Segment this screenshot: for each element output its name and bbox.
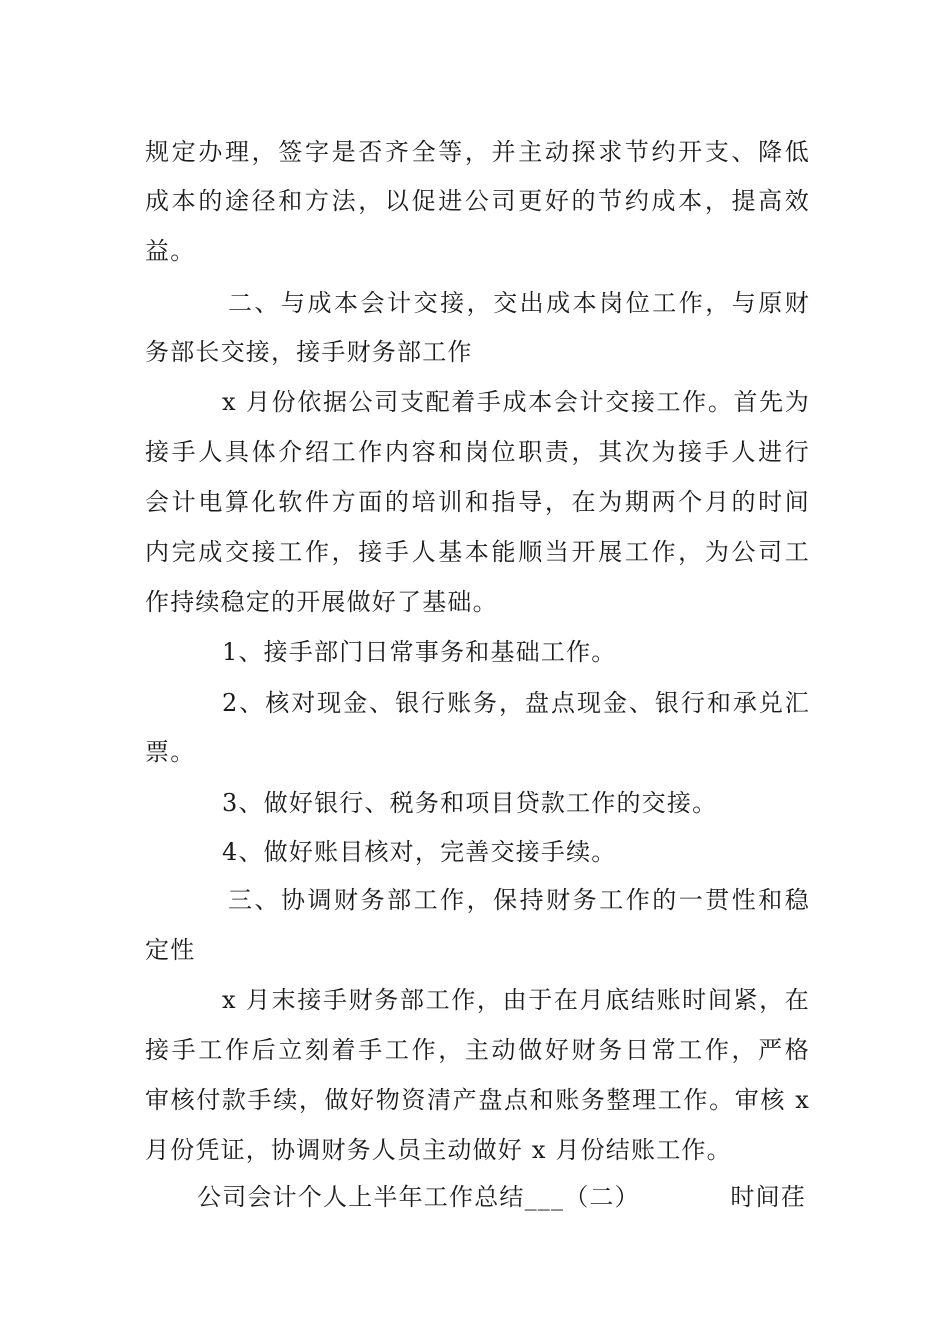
list-item: 4、做好账目核对，完善交接手续。	[222, 838, 617, 866]
paragraph-line: 成本的途径和方法，以促进公司更好的节约成本，提高效	[145, 187, 810, 215]
paragraph-line: 接手工作后立刻着手工作，主动做好财务日常工作，严格	[145, 1036, 810, 1064]
next-section-title: 公司会计个人上半年工作总结___（二）	[197, 1183, 640, 1211]
section-heading-line: 定性	[145, 936, 196, 964]
paragraph-line: 规定办理，签字是否齐全等，并主动探求节约开支、降低	[145, 138, 810, 166]
paragraph-line: x 月末接手财务部工作，由于在月底结账时间紧，在	[222, 986, 810, 1014]
section-heading-line: 二、与成本会计交接，交出成本岗位工作，与原财	[228, 289, 810, 317]
next-section-text-start: 时间荏	[730, 1183, 806, 1211]
paragraph-line: 会计电算化软件方面的培训和指导，在为期两个月的时间	[145, 488, 810, 516]
paragraph-line: x 月份依据公司支配着手成本会计交接工作。首先为	[222, 388, 810, 416]
list-item: 3、做好银行、税务和项目贷款工作的交接。	[222, 789, 718, 817]
paragraph-line: 作持续稳定的开展做好了基础。	[145, 588, 498, 616]
paragraph-line: 益。	[145, 237, 196, 265]
section-heading-line: 务部长交接，接手财务部工作	[145, 338, 473, 366]
list-item-continuation: 票。	[145, 738, 196, 766]
paragraph-line: 审核付款手续，做好物资清产盘点和账务整理工作。审核 x	[145, 1086, 810, 1114]
paragraph-line: 接手人具体介绍工作内容和岗位职责，其次为接手人进行	[145, 438, 810, 466]
paragraph-line: 内完成交接工作，接手人基本能顺当开展工作，为公司工	[145, 538, 810, 566]
list-item: 2、核对现金、银行账务，盘点现金、银行和承兑汇	[222, 689, 810, 717]
section-heading-line: 三、协调财务部工作，保持财务工作的一贯性和稳	[228, 886, 810, 914]
paragraph-line: 月份凭证，协调财务人员主动做好 x 月份结账工作。	[145, 1136, 732, 1164]
list-item: 1、接手部门日常事务和基础工作。	[222, 638, 617, 666]
